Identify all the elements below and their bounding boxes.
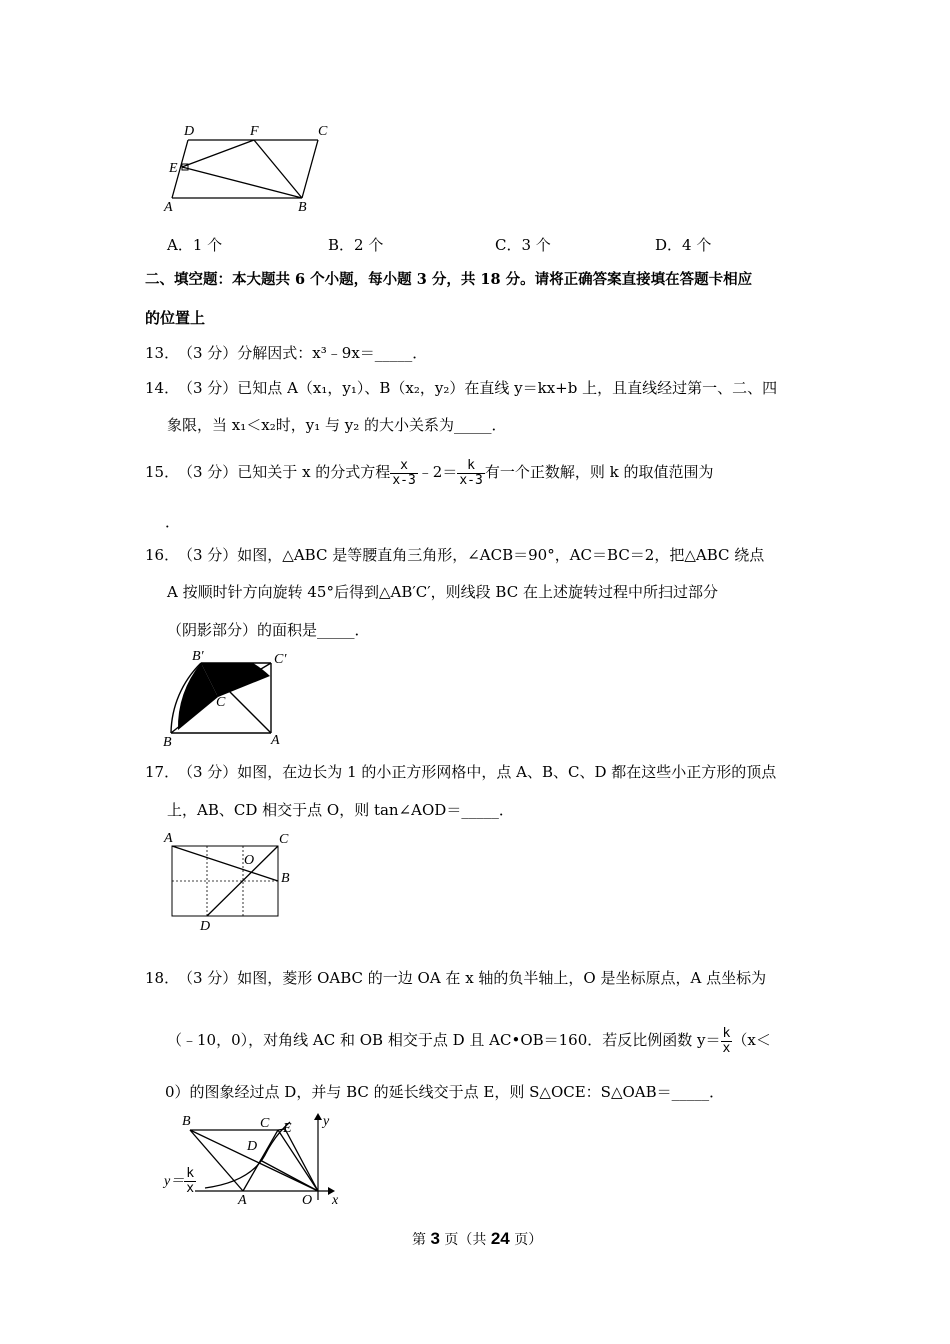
q17-label-B: B [281, 871, 290, 886]
q18-fraction [721, 1027, 733, 1056]
q17-figure [160, 826, 300, 938]
q16-line1: （3 分）如图，△ABC 是等腰直角三角形，∠ACB＝90°，AC＝BC＝2，把△ABC 绕点 [178, 546, 765, 564]
q12-figure [160, 118, 340, 218]
q18-line1: （3 分）如图，菱形 OABC 的一边 OA 在 x 轴的负半轴上，O 是坐标原点，A 点坐标为 [178, 969, 767, 987]
q14-line1: （3 分）已知点 A（x₁，y₁）、B（x₂，y₂）在直线 y＝kx+b 上，且直线经过第一、二、四 [178, 379, 778, 397]
q18-frac-numerator: k [722, 1025, 731, 1041]
q12-edge-CB [302, 140, 318, 198]
q17-label-C: C [279, 832, 289, 847]
q12-label-F: F [250, 124, 259, 139]
q12-option-a: A．1 个 [167, 236, 223, 254]
q18-label-A: A [238, 1193, 247, 1208]
q18-curve-label-y: y＝ [164, 1174, 185, 1189]
q18-curve-label [164, 1164, 196, 1200]
q15-frac1-numerator: x [390, 459, 417, 474]
q17-line2: 上，AB、CD 相交于点 O，则 tan∠AOD＝_____． [167, 801, 514, 819]
q17-line1: （3 分）如图，在边长为 1 的小正方形网格中，点 A、B、C、D 都在这些小正方形的顶点 [178, 763, 777, 781]
q18-curve-label-den: x [186, 1181, 195, 1197]
footer-mid: 页（共 [444, 1232, 487, 1248]
footer-page-number: 3 [430, 1229, 440, 1248]
q17-number: 17． [145, 763, 180, 781]
q18-number: 18． [145, 969, 180, 987]
q15-pre: （3 分）已知关于 x 的分式方程 [178, 463, 391, 481]
q15-fraction-2 [457, 459, 484, 488]
q12-seg-EF [182, 140, 254, 167]
q17-label-D: D [200, 919, 211, 934]
q18-label-B: B [182, 1114, 191, 1129]
q16-label-B: B [163, 735, 172, 750]
q13-text: （3 分）分解因式：x³﹣9x＝_____． [178, 344, 428, 362]
q12-label-D: D [184, 124, 195, 139]
q16-figure [158, 646, 298, 750]
q12-option-c: C．3 个 [495, 236, 551, 254]
q16-line2: A 按顺时针方向旋转 45°后得到△AB′C′，则线段 BC 在上述旋转过程中所扫过部分 [167, 583, 718, 601]
q17-seg-AB [172, 846, 278, 881]
q18-label-D: D [247, 1139, 258, 1154]
q12-seg-EB [182, 167, 302, 198]
q15-line1 [178, 452, 713, 492]
q15-frac1-denominator: x-3 [392, 472, 416, 488]
q18-line2 [167, 1020, 771, 1060]
q18-frac-denominator: x [722, 1040, 731, 1056]
q18-line3: 0）的图象经过点 D，并与 BC 的延长线交于点 E，则 S△OCE：S△OAB＝_____． [165, 1083, 725, 1101]
q18-label-O: O [302, 1193, 313, 1208]
q16-label-Cprime: C′ [274, 652, 287, 667]
q18-line2-pre: （﹣10，0），对角线 AC 和 OB 相交于点 D 且 AC•OB＝160．若反比例函数 y＝ [167, 1031, 721, 1049]
q18-label-E: E [283, 1121, 292, 1136]
q16-number: 16． [145, 546, 180, 564]
q16-label-Bprime: B′ [192, 649, 204, 664]
q15-frac2-numerator: k [457, 459, 484, 474]
section2-heading-line2: 的位置上 [145, 309, 206, 327]
footer-total-pages: 24 [490, 1229, 510, 1248]
q12-label-C: C [318, 124, 328, 139]
q18-curve-label-fraction [184, 1167, 196, 1196]
q12-label-E: E [169, 161, 178, 176]
q17-label-A: A [164, 831, 173, 846]
section2-heading-line1: 二、填空题：本大题共 6 个小题，每小题 3 分，共 18 分。请将正确答案直接填在答题卡相应 [145, 271, 753, 288]
q17-label-O: O [244, 853, 255, 868]
q18-line2-post: （x＜ [732, 1031, 771, 1049]
q15-line2: ． [165, 513, 181, 531]
q12-option-d: D．4 个 [655, 236, 712, 254]
q15-mid: ﹣2＝ [417, 463, 458, 481]
q18-label-y: y [323, 1114, 330, 1129]
q15-post: 有一个正数解，则 k 的取值范围为 [484, 463, 714, 481]
q12-label-B: B [298, 200, 307, 215]
q15-number: 15． [145, 463, 180, 481]
q18-y-axis-arrow [314, 1113, 322, 1120]
q18-curve-label-num: k [186, 1166, 195, 1182]
q14-number: 14． [145, 379, 180, 397]
page-footer [412, 1229, 542, 1249]
q18-label-C: C [260, 1116, 270, 1131]
q15-frac2-denominator: x-3 [459, 472, 483, 488]
q12-label-A: A [164, 200, 173, 215]
q16-label-C: C [216, 695, 226, 710]
q18-label-x: x [332, 1193, 339, 1208]
q16-line3: （阴影部分）的面积是_____． [167, 621, 370, 639]
q15-fraction-1 [390, 459, 417, 488]
q12-option-b: B．2 个 [328, 236, 384, 254]
q14-line2: 象限，当 x₁＜x₂时，y₁ 与 y₂ 的大小关系为_____． [167, 416, 507, 434]
q12-seg-FB [254, 140, 302, 198]
q13-number: 13． [145, 344, 180, 362]
q16-label-A: A [271, 733, 280, 748]
q18-seg-BA [190, 1130, 243, 1191]
footer-post: 页） [514, 1232, 543, 1248]
footer-pre: 第 [412, 1232, 426, 1248]
